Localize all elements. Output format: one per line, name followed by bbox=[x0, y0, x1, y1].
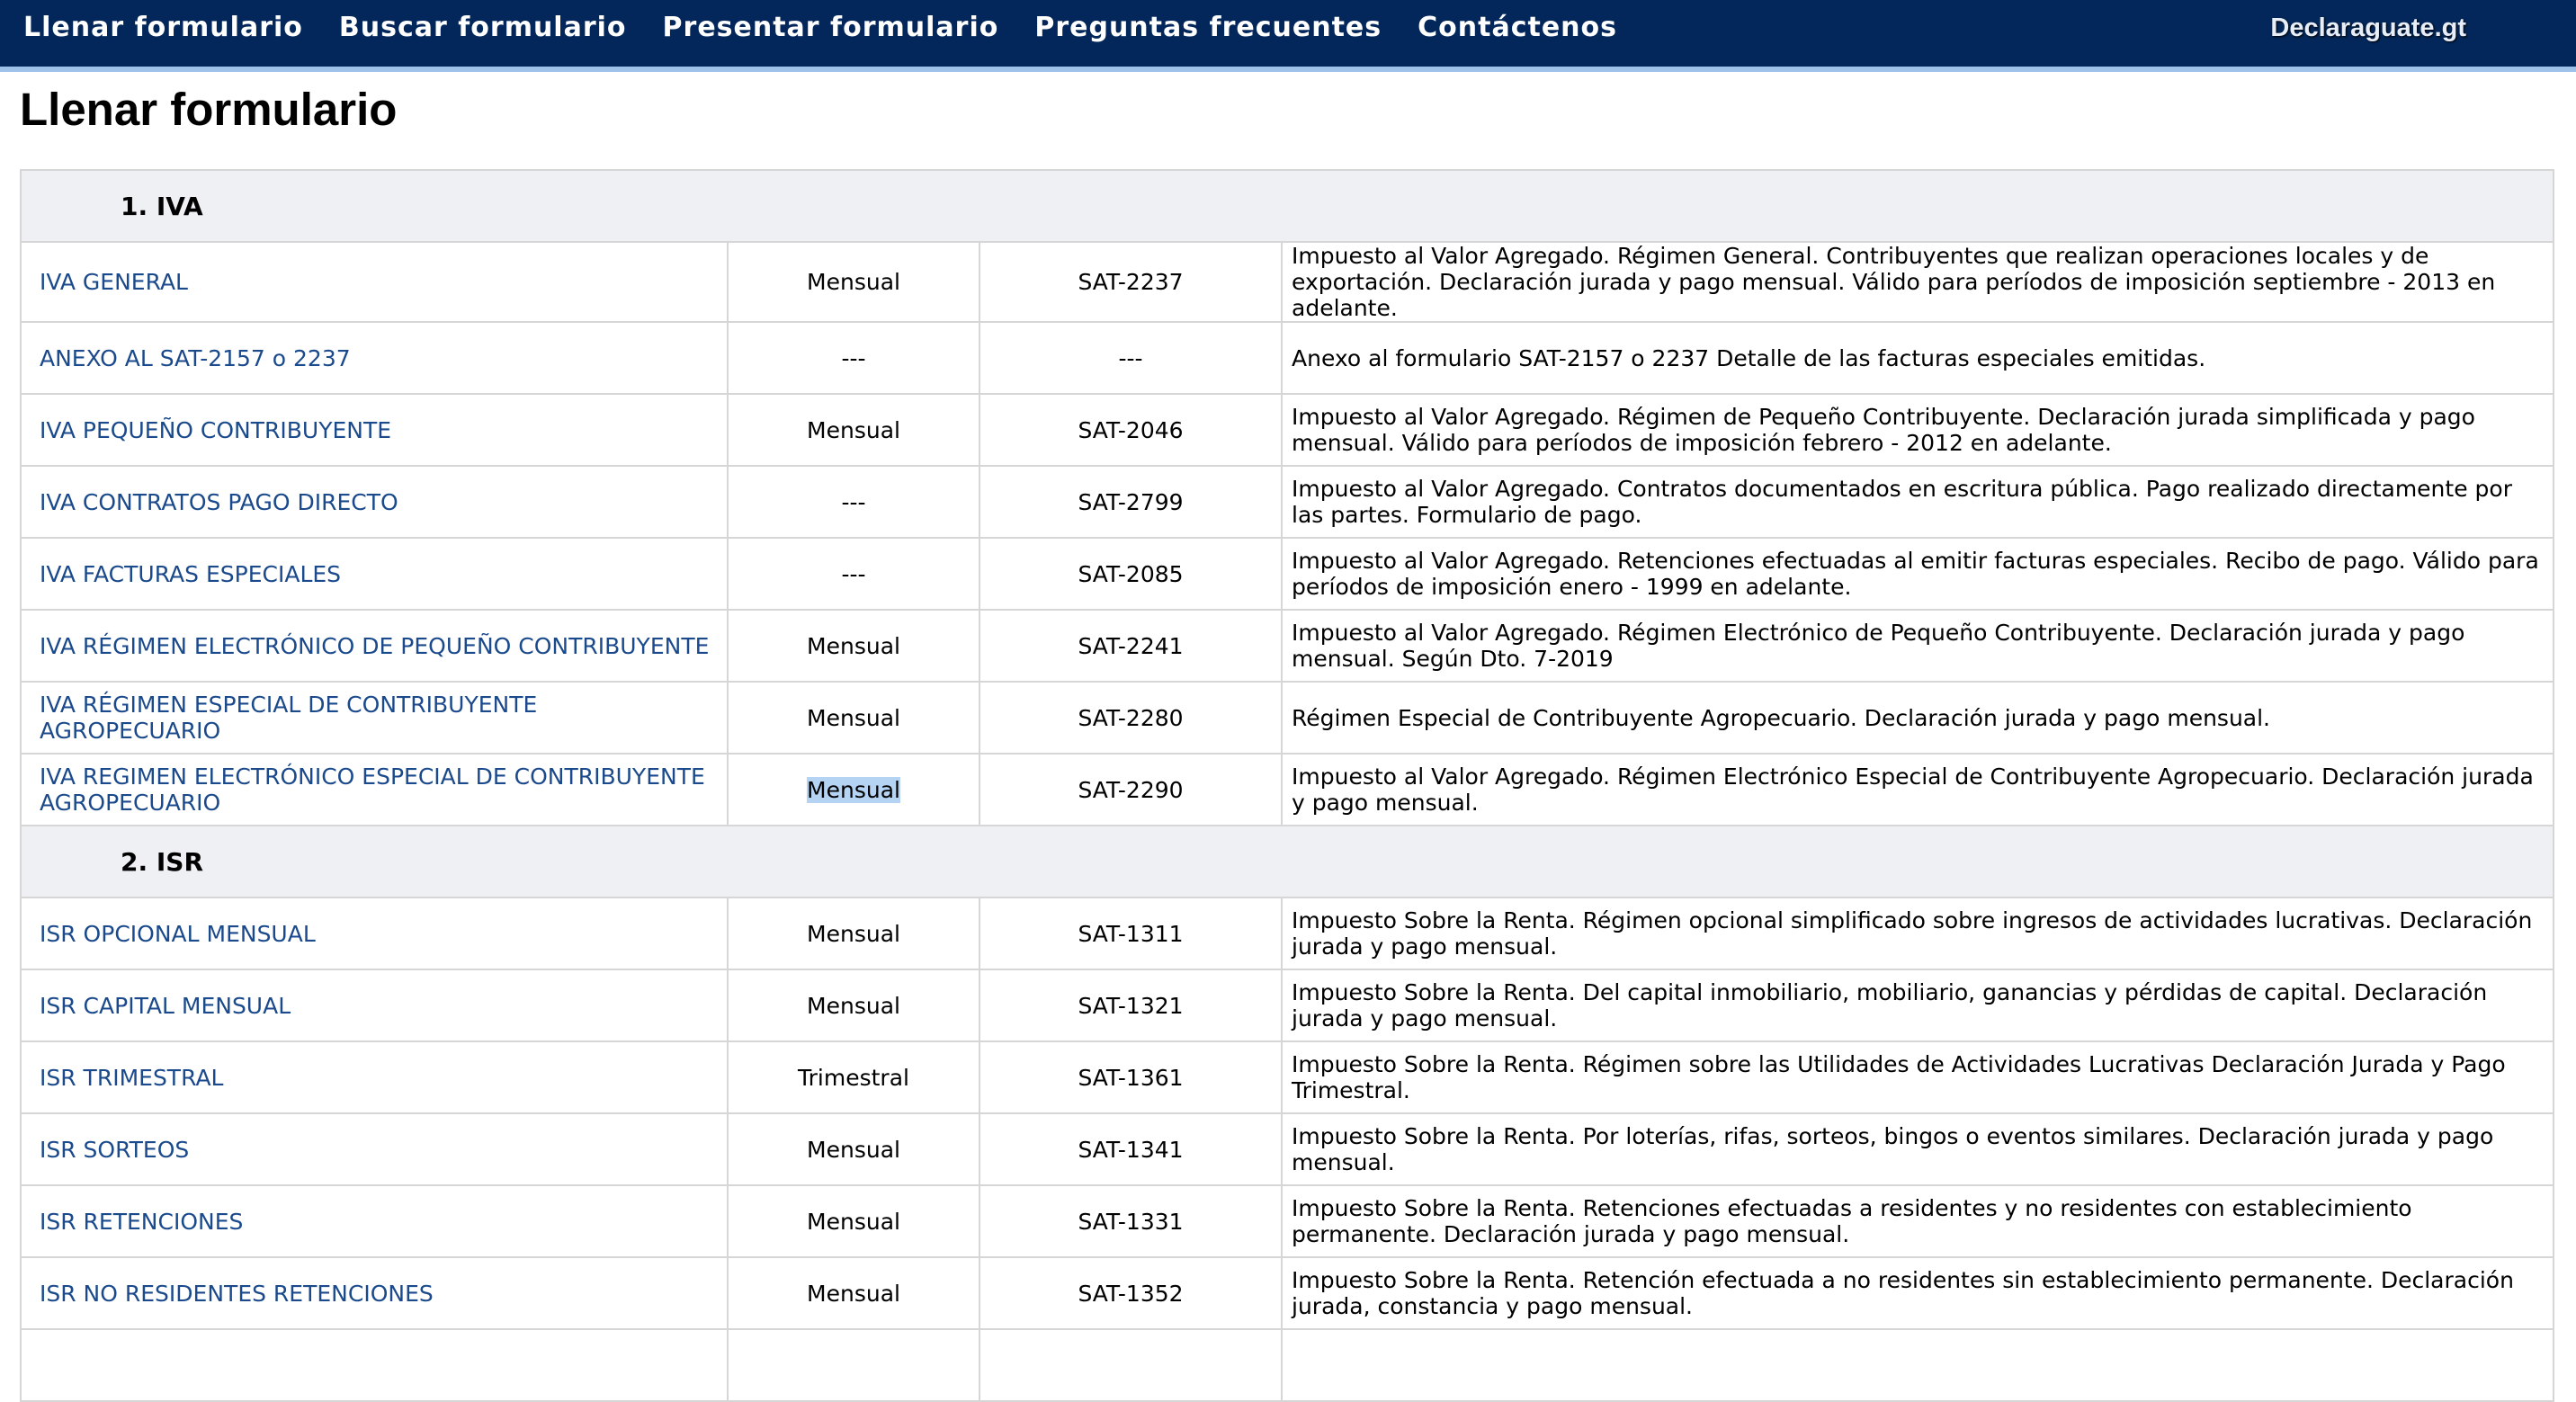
form-code-cell: SAT-2237 bbox=[979, 242, 1282, 322]
description-cell: Impuesto al Valor Agregado. Régimen de Pequeño Contribuyente. Declaración jurada simplificada y pago mensual. Válido para períodos de imposición febrero - 2012 en adelante. bbox=[1282, 394, 2554, 466]
table-row bbox=[21, 538, 2554, 610]
form-code-cell bbox=[979, 1329, 1282, 1401]
frequency-text: Mensual bbox=[807, 1136, 900, 1163]
form-link[interactable]: ISR SORTEOS bbox=[40, 1136, 190, 1163]
table-row bbox=[21, 1113, 2554, 1185]
frequency-cell bbox=[728, 538, 979, 610]
form-link[interactable]: ISR RETENCIONES bbox=[40, 1208, 244, 1235]
form-code-cell: SAT-1352 bbox=[979, 1257, 1282, 1329]
form-link[interactable]: IVA RÉGIMEN ESPECIAL DE CONTRIBUYENTE AGROPECUARIO bbox=[40, 692, 538, 744]
frequency-cell bbox=[728, 1329, 979, 1401]
top-navigation-bar bbox=[0, 0, 2576, 72]
frequency-text: Mensual bbox=[807, 776, 900, 803]
description-cell: Impuesto al Valor Agregado. Régimen General. Contribuyentes que realizan operaciones locales y de exportación. Declaración jurada y pago mensual. Válido para períodos de imposición septiembre - 2013 en adelante. bbox=[1282, 242, 2554, 322]
form-name-cell bbox=[21, 322, 728, 394]
description-cell: Impuesto Sobre la Renta. Régimen opcional simplificado sobre ingresos de actividades lucrativas. Declaración jurada y pago mensual. bbox=[1282, 897, 2554, 969]
section-title: 2. ISR bbox=[21, 826, 2554, 897]
frequency-cell bbox=[728, 897, 979, 969]
description-cell: Impuesto Sobre la Renta. Del capital inmobiliario, mobiliario, ganancias y pérdidas de capital. Declaración jurada y pago mensual. bbox=[1282, 969, 2554, 1041]
form-name-cell bbox=[21, 1329, 728, 1401]
description-cell: Anexo al formulario SAT-2157 o 2237 Detalle de las facturas especiales emitidas. bbox=[1282, 322, 2554, 394]
frequency-cell bbox=[728, 242, 979, 322]
frequency-text: --- bbox=[841, 488, 866, 515]
forms-table bbox=[20, 169, 2554, 1402]
nav-llenar-formulario[interactable]: Llenar formulario bbox=[23, 12, 303, 43]
frequency-text: Mensual bbox=[807, 704, 900, 731]
brand-logo-text[interactable]: Declaraguate.gt bbox=[2270, 13, 2466, 42]
frequency-text: Mensual bbox=[807, 1208, 900, 1235]
form-code-cell: SAT-2241 bbox=[979, 610, 1282, 682]
frequency-cell bbox=[728, 1185, 979, 1257]
form-name-cell bbox=[21, 242, 728, 322]
form-name-cell bbox=[21, 394, 728, 466]
form-link[interactable]: ANEXO AL SAT-2157 o 2237 bbox=[40, 344, 351, 371]
nav-contactenos[interactable]: Contáctenos bbox=[1418, 12, 1618, 43]
table-row bbox=[21, 1329, 2554, 1401]
table-row bbox=[21, 394, 2554, 466]
form-code-cell: SAT-1311 bbox=[979, 897, 1282, 969]
description-cell: Impuesto al Valor Agregado. Régimen Electrónico Especial de Contribuyente Agropecuario. Declaración jurada y pago mensual. bbox=[1282, 754, 2554, 826]
form-name-cell bbox=[21, 1041, 728, 1113]
form-name-cell bbox=[21, 610, 728, 682]
form-code-cell: SAT-1341 bbox=[979, 1113, 1282, 1185]
form-code-cell: SAT-1361 bbox=[979, 1041, 1282, 1113]
form-name-cell bbox=[21, 754, 728, 826]
table-row bbox=[21, 466, 2554, 538]
table-row bbox=[21, 1185, 2554, 1257]
frequency-cell bbox=[728, 610, 979, 682]
description-cell: Impuesto al Valor Agregado. Contratos documentados en escritura pública. Pago realizado directamente por las partes. Formulario de pago. bbox=[1282, 466, 2554, 538]
form-link[interactable]: ISR OPCIONAL MENSUAL bbox=[40, 920, 316, 947]
frequency-cell bbox=[728, 969, 979, 1041]
table-row bbox=[21, 1041, 2554, 1113]
table-row bbox=[21, 322, 2554, 394]
form-link[interactable]: IVA CONTRATOS PAGO DIRECTO bbox=[40, 488, 398, 515]
description-cell: Impuesto Sobre la Renta. Retenciones efectuadas a residentes y no residentes con establecimiento permanente. Declaración jurada y pago mensual. bbox=[1282, 1185, 2554, 1257]
frequency-text: Mensual bbox=[807, 632, 900, 659]
frequency-cell bbox=[728, 466, 979, 538]
description-cell: Impuesto al Valor Agregado. Retenciones efectuadas al emitir facturas especiales. Recibo de pago. Válido para períodos de imposición enero - 1999 en adelante. bbox=[1282, 538, 2554, 610]
table-row bbox=[21, 1257, 2554, 1329]
form-link[interactable]: IVA GENERAL bbox=[40, 269, 188, 295]
description-cell: Impuesto Sobre la Renta. Por loterías, rifas, sorteos, bingos o eventos similares. Declaración jurada y pago mensual. bbox=[1282, 1113, 2554, 1185]
frequency-text: --- bbox=[841, 344, 866, 371]
form-name-cell bbox=[21, 1257, 728, 1329]
frequency-text: Mensual bbox=[807, 992, 900, 1019]
form-link[interactable]: ISR CAPITAL MENSUAL bbox=[40, 992, 291, 1019]
form-name-cell bbox=[21, 466, 728, 538]
form-code-cell: SAT-2799 bbox=[979, 466, 1282, 538]
frequency-cell bbox=[728, 1041, 979, 1113]
description-cell: Régimen Especial de Contribuyente Agropecuario. Declaración jurada y pago mensual. bbox=[1282, 682, 2554, 754]
nav-presentar-formulario[interactable]: Presentar formulario bbox=[662, 12, 999, 43]
table-row bbox=[21, 610, 2554, 682]
frequency-text: Mensual bbox=[807, 269, 900, 295]
description-cell: Impuesto Sobre la Renta. Retención efectuada a no residentes sin establecimiento permanente. Declaración jurada, constancia y pago mensual. bbox=[1282, 1257, 2554, 1329]
form-code-cell: --- bbox=[979, 322, 1282, 394]
form-name-cell bbox=[21, 1185, 728, 1257]
table-row bbox=[21, 242, 2554, 322]
section-header-row bbox=[21, 170, 2554, 242]
frequency-text: Trimestral bbox=[798, 1064, 909, 1091]
form-link[interactable]: IVA REGIMEN ELECTRÓNICO ESPECIAL DE CONTRIBUYENTE AGROPECUARIO bbox=[40, 764, 705, 816]
form-link[interactable]: IVA RÉGIMEN ELECTRÓNICO DE PEQUEÑO CONTRIBUYENTE bbox=[40, 632, 710, 659]
frequency-cell bbox=[728, 322, 979, 394]
frequency-cell bbox=[728, 394, 979, 466]
table-row bbox=[21, 897, 2554, 969]
description-cell: Impuesto al Valor Agregado. Régimen Electrónico de Pequeño Contribuyente. Declaración jurada y pago mensual. Según Dto. 7-2019 bbox=[1282, 610, 2554, 682]
nav-preguntas-frecuentes[interactable]: Preguntas frecuentes bbox=[1034, 12, 1382, 43]
form-link[interactable]: ISR TRIMESTRAL bbox=[40, 1064, 224, 1091]
frequency-text: Mensual bbox=[807, 920, 900, 947]
form-code-cell: SAT-2290 bbox=[979, 754, 1282, 826]
forms-table-body bbox=[21, 170, 2554, 1401]
section-title: 1. IVA bbox=[21, 170, 2554, 242]
frequency-text: Mensual bbox=[807, 1280, 900, 1307]
form-name-cell bbox=[21, 897, 728, 969]
frequency-cell bbox=[728, 1113, 979, 1185]
nav-menu bbox=[23, 12, 1653, 43]
frequency-text: --- bbox=[841, 560, 866, 587]
form-name-cell bbox=[21, 538, 728, 610]
table-row bbox=[21, 682, 2554, 754]
description-cell bbox=[1282, 1329, 2554, 1401]
form-name-cell bbox=[21, 1113, 728, 1185]
table-row bbox=[21, 969, 2554, 1041]
description-cell: Impuesto Sobre la Renta. Régimen sobre las Utilidades de Actividades Lucrativas Declaración Jurada y Pago Trimestral. bbox=[1282, 1041, 2554, 1113]
form-code-cell: SAT-1331 bbox=[979, 1185, 1282, 1257]
form-code-cell: SAT-2046 bbox=[979, 394, 1282, 466]
frequency-cell bbox=[728, 682, 979, 754]
form-name-cell bbox=[21, 969, 728, 1041]
section-header-row bbox=[21, 826, 2554, 897]
form-code-cell: SAT-1321 bbox=[979, 969, 1282, 1041]
form-link[interactable]: IVA FACTURAS ESPECIALES bbox=[40, 560, 342, 587]
form-name-cell bbox=[21, 682, 728, 754]
form-code-cell: SAT-2280 bbox=[979, 682, 1282, 754]
frequency-cell bbox=[728, 754, 979, 826]
nav-buscar-formulario[interactable]: Buscar formulario bbox=[338, 12, 627, 43]
form-link[interactable]: ISR NO RESIDENTES RETENCIONES bbox=[40, 1280, 434, 1307]
form-link[interactable]: IVA PEQUEÑO CONTRIBUYENTE bbox=[40, 416, 392, 443]
form-code-cell: SAT-2085 bbox=[979, 538, 1282, 610]
page-title: Llenar formulario bbox=[20, 84, 398, 135]
table-row bbox=[21, 754, 2554, 826]
frequency-text: Mensual bbox=[807, 416, 900, 443]
frequency-cell bbox=[728, 1257, 979, 1329]
